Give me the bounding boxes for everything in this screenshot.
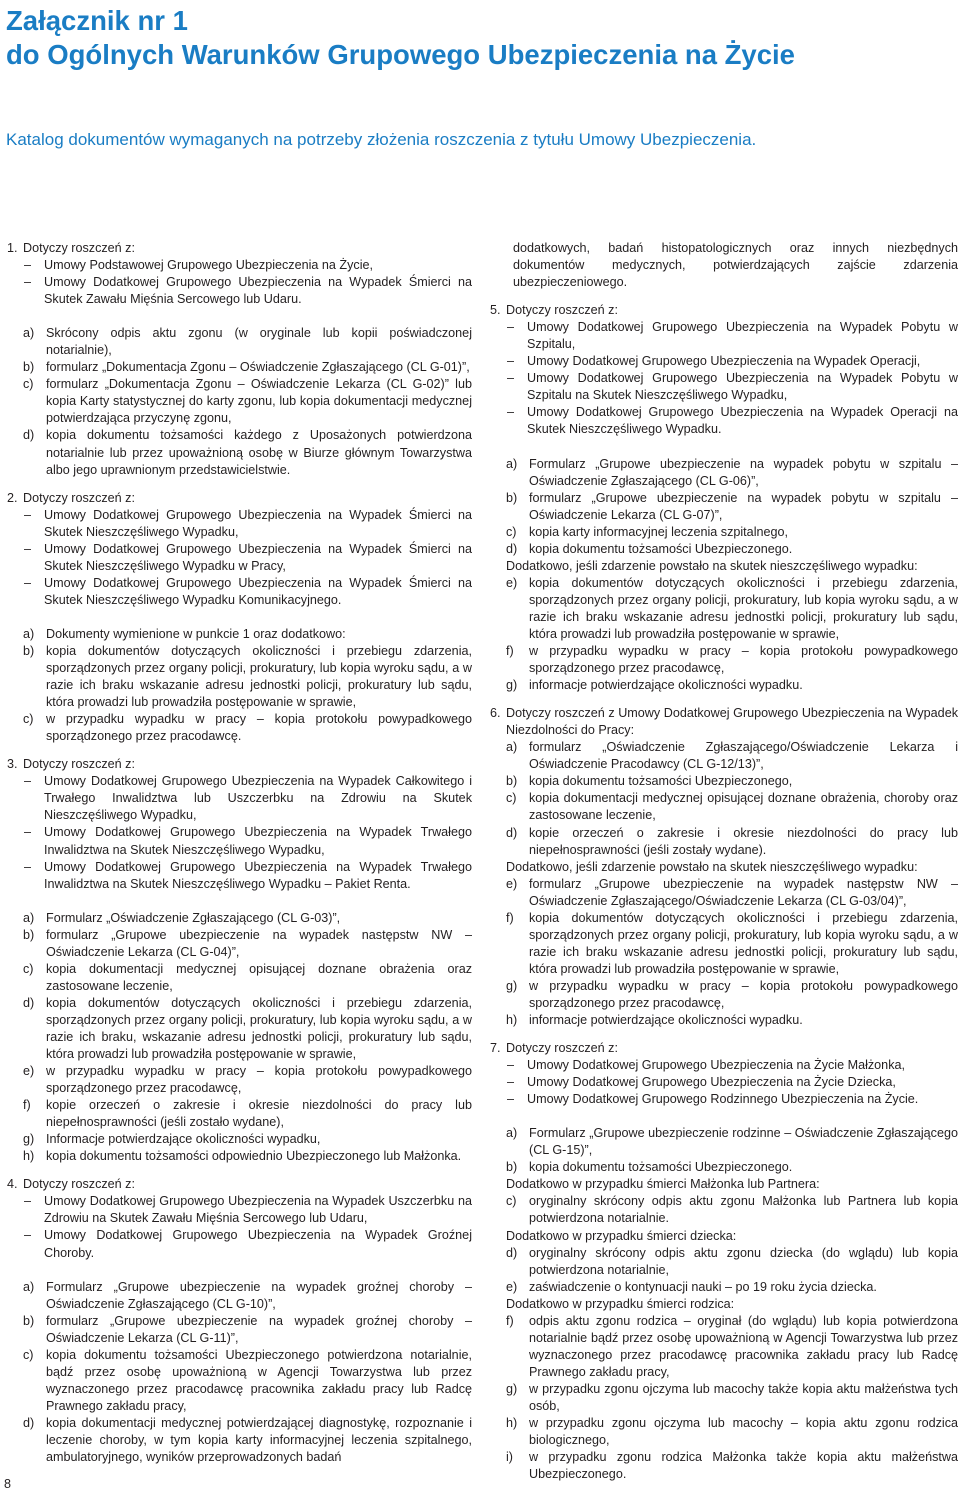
list-item bbox=[23, 1148, 472, 1165]
section-number: 7. bbox=[490, 1041, 501, 1056]
dash-item-text: Umowy Dodatkowej Grupowego Rodzinnego Ubezpieczenia na Życie. bbox=[527, 1092, 919, 1107]
list-item bbox=[23, 995, 472, 1063]
list-item bbox=[506, 643, 958, 677]
section-heading: Dotyczy roszczeń z: bbox=[23, 757, 135, 772]
item-text: w przypadku zgonu ojczyma lub macochy także kopia aktu małżeństwa tych osób, bbox=[529, 1381, 958, 1413]
section-6 bbox=[490, 705, 958, 1029]
item-letter: c) bbox=[23, 1347, 34, 1362]
dash-item bbox=[506, 1091, 958, 1108]
item-text: kopie orzeczeń o zakresie i okresie niezdolności do pracy lub niepełnosprawności (jeśli zostało wydane), bbox=[46, 1098, 472, 1130]
dash-marker: – bbox=[24, 275, 32, 290]
dash-marker: – bbox=[507, 371, 515, 386]
item-letter: c) bbox=[506, 1194, 517, 1209]
list-item bbox=[23, 376, 472, 427]
dash-item-text: Umowy Dodatkowej Grupowego Ubezpieczenia na Wypadek Trwałego Inwalidztwa na Skutek Nieszczęśliwego Wypadku – Pakiet Renta. bbox=[44, 859, 472, 891]
item-text: formularz „Grupowe ubezpieczenie na wypadek groźnej choroby – Oświadczenie Lekarza (CL G-11)”, bbox=[46, 1313, 472, 1345]
dash-item-text: Umowy Podstawowej Grupowego Ubezpieczenia na Życie, bbox=[44, 258, 373, 273]
item-letter: a) bbox=[506, 1126, 518, 1141]
dash-item-text: Umowy Dodatkowej Grupowego Ubezpieczenia na Życie Dziecka, bbox=[527, 1075, 896, 1090]
item-letter: d) bbox=[23, 995, 35, 1010]
dash-item bbox=[506, 353, 958, 370]
dash-item-text: Umowy Dodatkowej Grupowego Ubezpieczenia na Życie Małżonka, bbox=[527, 1058, 905, 1073]
title-line-2: do Ogólnych Warunków Grupowego Ubezpieczenia na Życie bbox=[6, 39, 795, 70]
item-letter: a) bbox=[23, 326, 35, 341]
section-heading: Dotyczy roszczeń z: bbox=[23, 490, 135, 505]
item-text: formularz „Grupowe ubezpieczenie na wypadek następstw NW – Oświadczenie Zgłaszającego/Oświadczenie Lekarza (CL G-03/04)”, bbox=[529, 876, 958, 908]
list-item bbox=[23, 1279, 472, 1313]
item-text: kopia dokumentów dotyczących okoliczności i przebiegu zdarzenia, sporządzonych przez organy policji, prokuratury, lub kopia wyroku sądu, a w razie ich braku wskazanie adresu jednostki policji, prokuratury lub sądu, która prowadzi lub prowadziła postępowanie w sprawie, bbox=[529, 575, 958, 641]
list-item bbox=[506, 1125, 958, 1159]
right-column bbox=[490, 240, 958, 1483]
dash-marker: – bbox=[24, 1194, 32, 1209]
item-letter: f) bbox=[23, 1098, 31, 1113]
dash-marker: – bbox=[507, 1092, 515, 1107]
item-letter: f) bbox=[506, 1313, 514, 1328]
dash-item-text: Umowy Dodatkowej Grupowego Ubezpieczenia na Wypadek Śmierci na Skutek Zawału Mięśnia Sercowego lub Udaru. bbox=[44, 275, 472, 307]
section-number: 4. bbox=[7, 1177, 18, 1192]
section-2 bbox=[7, 490, 472, 746]
item-letter: c) bbox=[506, 791, 517, 806]
item-letter: b) bbox=[23, 927, 35, 942]
dash-item bbox=[23, 257, 472, 274]
item-text: oryginalny skrócony odpis aktu zgonu Małżonka lub Partnera lub kopia potwierdzona notarialnie. bbox=[529, 1194, 958, 1226]
item-letter: b) bbox=[506, 1160, 518, 1175]
list-item bbox=[506, 876, 958, 910]
item-letter: b) bbox=[23, 360, 35, 375]
item-letter: b) bbox=[506, 774, 518, 789]
list-item bbox=[23, 1347, 472, 1415]
item-text: kopia dokumentacji medycznej potwierdzającej diagnostykę, rozpoznanie i leczenie choroby, w tym kopia karty informacyjnej leczenia szpitalnego, ambulatoryjnego, wyników przeprowadzonych badań bbox=[46, 1415, 472, 1465]
item-text: Formularz „Grupowe ubezpieczenie rodzinne – Oświadczenie Zgłaszającego (CL G-15)”, bbox=[529, 1126, 958, 1158]
item-text: kopia dokumentacji medycznej opisującej doznane obrażenia, choroby oraz zastosowane leczenie, bbox=[529, 791, 958, 823]
list-item bbox=[506, 773, 958, 790]
note-text: Dodatkowo w przypadku śmierci Małżonka lub Partnera: bbox=[506, 1177, 820, 1192]
item-letter: h) bbox=[23, 1149, 35, 1164]
item-letter: i) bbox=[506, 1450, 513, 1465]
list-item bbox=[23, 1131, 472, 1148]
section-5 bbox=[490, 302, 958, 694]
dash-item bbox=[506, 404, 958, 438]
item-text: w przypadku zgonu rodzica Małżonka także kopia aktu małżeństwa Ubezpieczonego. bbox=[529, 1450, 958, 1482]
dash-marker: – bbox=[24, 1228, 32, 1243]
item-text: odpis aktu zgonu rodzica – oryginał (do wglądu) lub kopia potwierdzona notarialnie bądź przez osobę upoważnioną w Agencji Towarzystwa lub przez wyznaczonego przez pracodawcę pracownika zakładu pracy lub Radcę Prawnego zakładu pracy, bbox=[529, 1313, 958, 1379]
list-item bbox=[506, 1313, 958, 1381]
section-number: 3. bbox=[7, 757, 18, 772]
item-letter: h) bbox=[506, 1416, 518, 1431]
item-letter: a) bbox=[23, 1279, 35, 1294]
list-item bbox=[23, 711, 472, 745]
item-text: w przypadku wypadku w pracy – kopia protokołu powypadkowego sporządzonego przez pracodawcę, bbox=[529, 978, 958, 1010]
dash-item bbox=[23, 1227, 472, 1261]
item-text: kopia dokumentów dotyczących okoliczności i przebiegu zdarzenia, sporządzonych przez organy policji, prokuratury, lub kopia wyroku sądu, a w razie ich braku, wskazanie adresu jednostki policji, prokuratury lub sądu, która prowadzi lub prowadziła postępowanie w sprawie, bbox=[46, 995, 472, 1062]
item-text: kopia dokumentu tożsamości odpowiednio Ubezpieczonego lub Małżonka. bbox=[46, 1149, 462, 1164]
item-text: kopia dokumentu tożsamości Ubezpieczonego potwierdzona notarialnie, bądź przez osobę upoważnioną w Agencji Towarzystwa lub przez wyznaczonego przez pracodawcę pracownika zakładu pracy lub Radcę Prawnego zakładu pracy, bbox=[46, 1347, 472, 1413]
item-text: kopie orzeczeń o zakresie i okresie niezdolności do pracy lub niepełnosprawności (jeśli zostały wydane). bbox=[529, 825, 958, 857]
item-text: kopia dokumentu tożsamości każdego z Uposażonych potwierdzona notarialnie lub przez upoważnioną osobę w Biurze głównym Towarzystwa albo jego uprawnionym przedstawicielstwie. bbox=[46, 428, 472, 477]
dash-item-text: Umowy Dodatkowej Grupowego Ubezpieczenia na Wypadek Trwałego Inwalidztwa na Skutek Nieszczęśliwego Wypadku, bbox=[44, 825, 472, 857]
section-7 bbox=[490, 1040, 958, 1483]
dash-item bbox=[506, 1074, 958, 1091]
list-item bbox=[506, 677, 958, 694]
dash-marker: – bbox=[24, 541, 32, 556]
item-text: informacje potwierdzające okoliczności wypadku. bbox=[529, 678, 803, 693]
document-title bbox=[6, 4, 946, 72]
item-letter: c) bbox=[23, 377, 34, 392]
item-text: zaświadczenie o kontynuacji nauki – po 19 roku życia dziecka. bbox=[529, 1279, 877, 1294]
list-item bbox=[506, 1159, 958, 1176]
dash-marker: – bbox=[24, 825, 32, 840]
list-item bbox=[23, 1415, 472, 1466]
item-text: formularz „Dokumentacja Zgonu – Oświadczenie Zgłaszającego (CL G-01)”, bbox=[46, 360, 470, 375]
item-text: Informacje potwierdzające okoliczności wypadku, bbox=[46, 1132, 321, 1147]
item-text: Dokumenty wymienione w punkcie 1 oraz dodatkowo: bbox=[46, 626, 346, 641]
section-heading: Dotyczy roszczeń z: bbox=[506, 303, 618, 318]
item-text: Formularz „Grupowe ubezpieczenie na wypadek groźnej choroby – Oświadczenie Zgłaszającego (CL G-10)”, bbox=[46, 1279, 472, 1311]
item-letter: c) bbox=[506, 524, 517, 539]
list-item bbox=[506, 575, 958, 643]
dash-marker: – bbox=[507, 1075, 515, 1090]
item-text: informacje potwierdzające okoliczności wypadku. bbox=[529, 1013, 803, 1028]
item-text: formularz „Grupowe ubezpieczenie na wypadek pobytu w szpitalu – Oświadczenie Lekarza (CL G-07)”, bbox=[529, 490, 958, 522]
note-text: Dodatkowo w przypadku śmierci dziecka: bbox=[506, 1228, 737, 1243]
item-letter: a) bbox=[23, 626, 35, 641]
dash-item-text: Umowy Dodatkowej Grupowego Ubezpieczenia na Wypadek Śmierci na Skutek Nieszczęśliwego Wypadku Komunikacyjnego. bbox=[44, 575, 472, 607]
item-letter: g) bbox=[506, 678, 518, 693]
item-letter: g) bbox=[506, 978, 518, 993]
item-text: kopia dokumentów dotyczących okoliczności i przebiegu zdarzenia, sporządzonych przez organy policji, prokuratury, lub kopia wyroku sądu, a w razie ich braku wskazanie adresu jednostki policji, prokuratury lub sądu, która prowadzi lub prowadziła postępowanie w sprawie, bbox=[529, 910, 958, 976]
item-text: w przypadku wypadku w pracy – kopia protokołu powypadkowego sporządzonego przez pracodawcę, bbox=[529, 644, 958, 676]
list-item bbox=[23, 1063, 472, 1097]
item-text: Formularz „Grupowe ubezpieczenie na wypadek pobytu w szpitalu – Oświadczenie Zgłaszającego (CL G-06)”, bbox=[529, 456, 958, 488]
item-text: w przypadku zgonu ojczyma lub macochy – kopia aktu zgonu rodzica biologicznego, bbox=[529, 1416, 958, 1448]
dash-item bbox=[23, 824, 472, 858]
item-letter: d) bbox=[506, 1245, 518, 1260]
item-text: kopia dokumentu tożsamości Ubezpieczonego. bbox=[529, 541, 793, 556]
dash-item-text: Umowy Dodatkowej Grupowego Ubezpieczenia na Wypadek Groźnej Choroby. bbox=[44, 1228, 472, 1260]
list-item bbox=[506, 456, 958, 490]
dash-item bbox=[23, 274, 472, 308]
list-item bbox=[23, 1097, 472, 1131]
item-letter: g) bbox=[23, 1132, 35, 1147]
item-letter: d) bbox=[506, 825, 518, 840]
item-letter: f) bbox=[506, 910, 514, 925]
list-item bbox=[23, 359, 472, 376]
dash-item-text: Umowy Dodatkowej Grupowego Ubezpieczenia na Wypadek Całkowitego i Trwałego Inwalidztwa lub Uszczerbku na Zdrowiu na Skutek Nieszczęśliwego Wypadku, bbox=[44, 774, 472, 823]
section-heading: Dotyczy roszczeń z Umowy Dodatkowej Grupowego Ubezpieczenia na Wypadek Niezdolności do Pracy: bbox=[506, 706, 958, 738]
section-heading: Dotyczy roszczeń z: bbox=[23, 1177, 135, 1192]
item-letter: c) bbox=[23, 961, 34, 976]
item-text: kopia dokumentu tożsamości Ubezpieczonego, bbox=[529, 774, 793, 789]
list-item bbox=[506, 1415, 958, 1449]
dash-marker: – bbox=[507, 405, 515, 420]
section-3 bbox=[7, 756, 472, 1165]
dash-marker: – bbox=[507, 320, 515, 335]
dash-item-text: Umowy Dodatkowej Grupowego Ubezpieczenia na Wypadek Śmierci na Skutek Nieszczęśliwego Wypadku, bbox=[44, 507, 472, 539]
dash-item-text: Umowy Dodatkowej Grupowego Ubezpieczenia na Wypadek Operacji, bbox=[527, 354, 921, 369]
list-item bbox=[23, 1313, 472, 1347]
item-letter: a) bbox=[506, 456, 518, 471]
item-letter: a) bbox=[506, 740, 518, 755]
section-number: 2. bbox=[7, 490, 18, 505]
section-heading: Dotyczy roszczeń z: bbox=[506, 1041, 618, 1056]
item-letter: b) bbox=[23, 643, 35, 658]
list-item bbox=[506, 825, 958, 859]
item-letter: c) bbox=[23, 712, 34, 727]
page-number: 8 bbox=[4, 1477, 12, 1491]
dash-item-text: Umowy Dodatkowej Grupowego Ubezpieczenia na Wypadek Uszczerbku na Zdrowiu na Skutek Zawału Mięśnia Sercowego lub Udaru, bbox=[44, 1194, 472, 1226]
left-column bbox=[7, 240, 472, 1466]
dash-marker: – bbox=[24, 258, 32, 273]
dash-item bbox=[506, 319, 958, 353]
section-number: 6. bbox=[490, 706, 501, 721]
list-item bbox=[23, 643, 472, 711]
item-text: kopia dokumentu tożsamości Ubezpieczonego. bbox=[529, 1160, 793, 1175]
document-subtitle: Katalog dokumentów wymaganych na potrzeby złożenia roszczenia z tytułu Umowy Ubezpieczenia. bbox=[6, 130, 757, 149]
section-4 bbox=[7, 1176, 472, 1466]
list-item bbox=[506, 978, 958, 1012]
dash-marker: – bbox=[24, 859, 32, 874]
item-letter: e) bbox=[506, 1279, 518, 1294]
note-text: Dodatkowo w przypadku śmierci rodzica: bbox=[506, 1296, 735, 1311]
dash-item bbox=[23, 575, 472, 609]
dash-item bbox=[23, 773, 472, 824]
note-text: Dodatkowo, jeśli zdarzenie powstało na skutek nieszczęśliwego wypadku: bbox=[506, 859, 918, 874]
dash-item bbox=[506, 370, 958, 404]
dash-marker: – bbox=[507, 354, 515, 369]
dash-item bbox=[23, 859, 472, 893]
note-text: Dodatkowo, jeśli zdarzenie powstało na skutek nieszczęśliwego wypadku: bbox=[506, 558, 918, 573]
list-item bbox=[506, 1381, 958, 1415]
item-text: formularz „Grupowe ubezpieczenie na wypadek następstw NW – Oświadczenie Lekarza (CL G-04)”, bbox=[46, 927, 472, 959]
list-item bbox=[506, 1449, 958, 1483]
item-text: kopia dokumentów dotyczących okoliczności i przebiegu zdarzenia, sporządzonych przez organy policji, prokuratury, lub kopia wyroku sądu, a w razie ich braku wskazanie adresu jednostki policji, prokuratury lub sądu, która prowadzi lub prowadziła postępowanie w sprawie, bbox=[46, 643, 472, 710]
dash-marker: – bbox=[24, 575, 32, 590]
item-letter: f) bbox=[506, 644, 514, 659]
list-item bbox=[23, 910, 472, 927]
item-text: Skrócony odpis aktu zgonu (w oryginale lub kopii poświadczonej notarialnie), bbox=[46, 326, 472, 358]
section-number: 5. bbox=[490, 303, 501, 318]
list-item bbox=[506, 1279, 958, 1296]
item-text: w przypadku wypadku w pracy – kopia protokołu powypadkowego sporządzonego przez pracodawcę, bbox=[46, 1064, 472, 1096]
list-item bbox=[506, 790, 958, 824]
item-text: kopia dokumentacji medycznej opisującej doznane obrażenia oraz zastosowane leczenie, bbox=[46, 961, 472, 993]
item-letter: e) bbox=[506, 575, 518, 590]
dash-item-text: Umowy Dodatkowej Grupowego Ubezpieczenia na Wypadek Operacji na Skutek Nieszczęśliwego Wypadku. bbox=[527, 405, 958, 437]
section-number: 1. bbox=[7, 241, 18, 255]
continued-text: dodatkowych, badań histopatologicznych oraz innych niezbędnych dokumentów medycznych, potwierdzających zajście zdarzenia ubezpieczeniowego. bbox=[513, 241, 958, 290]
item-text: Formularz „Oświadczenie Zgłaszającego (CL G-03)”, bbox=[46, 910, 341, 925]
dash-marker: – bbox=[24, 507, 32, 522]
dash-item bbox=[23, 1193, 472, 1227]
item-letter: d) bbox=[23, 1415, 35, 1430]
section-1 bbox=[7, 240, 472, 479]
section-heading: Dotyczy roszczeń z: bbox=[23, 241, 135, 255]
list-item bbox=[506, 739, 958, 773]
dash-item bbox=[23, 541, 472, 575]
list-item bbox=[506, 1245, 958, 1279]
list-item bbox=[23, 927, 472, 961]
item-text: formularz „Dokumentacja Zgonu – Oświadczenie Lekarza (CL G-02)” lub kopia Karty statystycznej do karty zgonu, lub kopia dokumentacji medycznej potwierdzająca przyczynę zgonu, bbox=[46, 377, 472, 426]
list-item bbox=[23, 325, 472, 359]
item-letter: a) bbox=[23, 910, 35, 925]
item-letter: e) bbox=[23, 1064, 35, 1079]
list-item bbox=[506, 524, 958, 541]
dash-item bbox=[23, 507, 472, 541]
title-line-1: Załącznik nr 1 bbox=[6, 5, 188, 36]
dash-item-text: Umowy Dodatkowej Grupowego Ubezpieczenia na Wypadek Pobytu w Szpitalu, bbox=[527, 320, 958, 352]
list-item bbox=[23, 427, 472, 478]
item-text: w przypadku wypadku w pracy – kopia protokołu powypadkowego sporządzonego przez pracodawcę. bbox=[46, 712, 472, 744]
item-letter: d) bbox=[506, 541, 518, 556]
item-text: oryginalny skrócony odpis aktu zgonu dziecka (do wglądu) lub kopia potwierdzona notarialnie, bbox=[529, 1245, 958, 1277]
list-item bbox=[23, 961, 472, 995]
item-letter: e) bbox=[506, 876, 518, 891]
item-text: kopia karty informacyjnej leczenia szpitalnego, bbox=[529, 524, 789, 539]
item-letter: d) bbox=[23, 428, 35, 443]
list-item bbox=[23, 626, 472, 643]
list-item bbox=[506, 1012, 958, 1029]
list-item bbox=[506, 541, 958, 558]
list-item bbox=[506, 910, 958, 978]
dash-item bbox=[506, 1057, 958, 1074]
item-letter: g) bbox=[506, 1381, 518, 1396]
item-letter: b) bbox=[506, 490, 518, 505]
item-letter: b) bbox=[23, 1313, 35, 1328]
dash-marker: – bbox=[507, 1058, 515, 1073]
dash-marker: – bbox=[24, 774, 32, 789]
dash-item-text: Umowy Dodatkowej Grupowego Ubezpieczenia na Wypadek Pobytu w Szpitalu na Skutek Nieszczęśliwego Wypadku, bbox=[527, 371, 958, 403]
item-text: formularz „Oświadczenie Zgłaszającego/Oświadczenie Lekarza i Oświadczenie Pracodawcy (CL G-12/13)”, bbox=[529, 740, 958, 772]
list-item bbox=[506, 1193, 958, 1227]
dash-item-text: Umowy Dodatkowej Grupowego Ubezpieczenia na Wypadek Śmierci na Skutek Nieszczęśliwego Wypadku w Pracy, bbox=[44, 541, 472, 573]
item-letter: h) bbox=[506, 1013, 518, 1028]
list-item bbox=[506, 490, 958, 524]
